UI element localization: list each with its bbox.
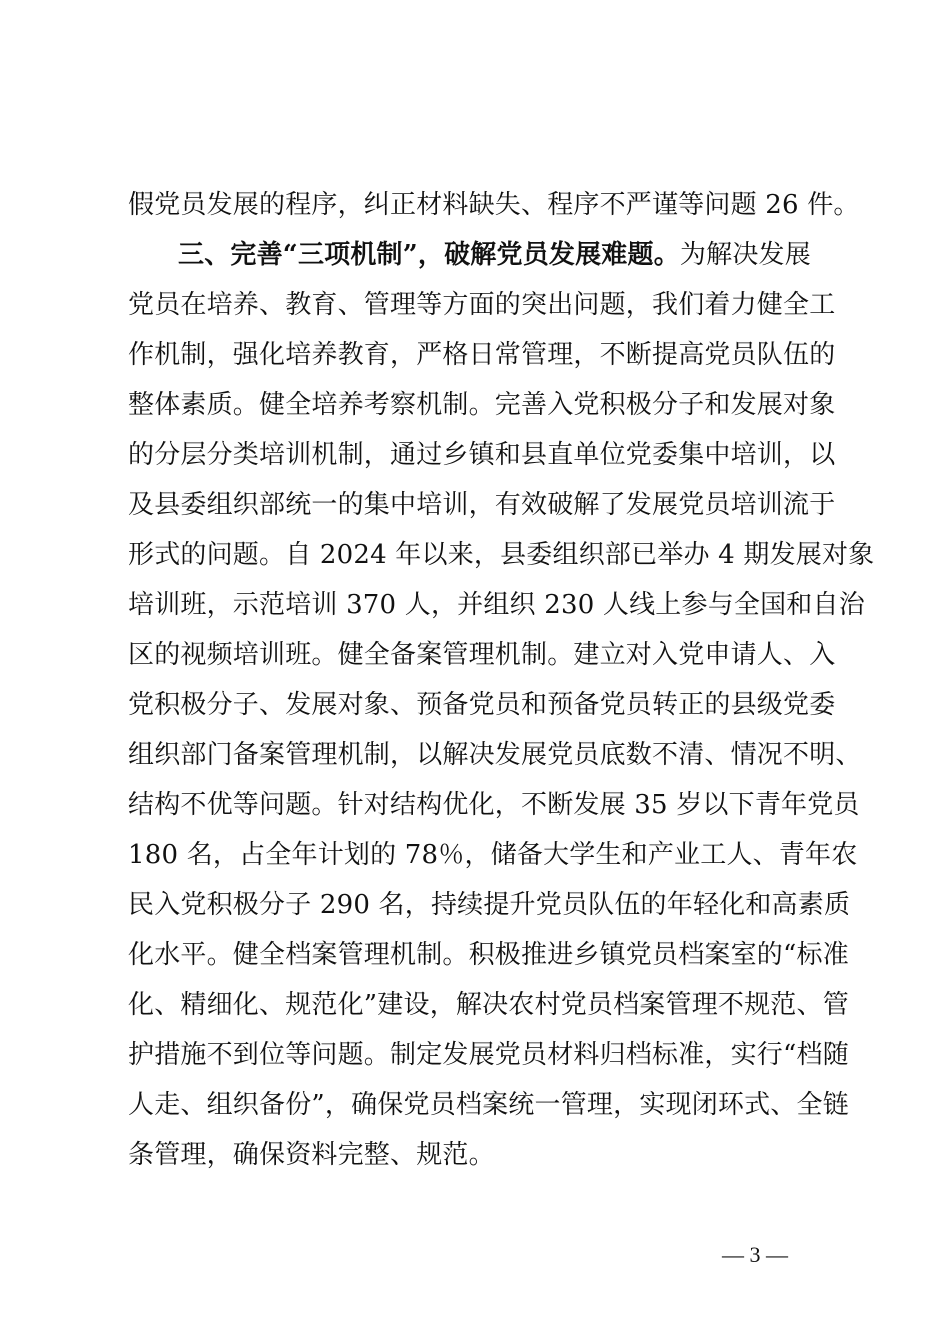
page-number: — 3 — [722, 1242, 788, 1267]
text-line: 整体素质。健全培养考察机制。完善入党积极分子和发展对象 [128, 390, 836, 420]
text-line: 180 名，占全年计划的 78％，储备大学生和产业工人、青年农 [128, 840, 858, 870]
text-line: 条管理，确保资料完整、规范。 [128, 1140, 495, 1170]
text-line: 化水平。健全档案管理机制。积极推进乡镇党员档案室的“标准 [128, 940, 849, 970]
text-line: 党积极分子、发展对象、预备党员和预备党员转正的县级党委 [128, 690, 836, 720]
text-line: 化、精细化、规范化”建设，解决农村党员档案管理不规范、管 [128, 990, 849, 1020]
text-line: 民入党积极分子 290 名，持续提升党员队伍的年轻化和高素质 [128, 890, 851, 920]
text-line: 党员在培养、教育、管理等方面的突出问题，我们着力健全工 [128, 290, 836, 320]
text-line: 区的视频培训班。健全备案管理机制。建立对入党申请人、入 [128, 640, 836, 670]
text-line: 结构不优等问题。针对结构优化，不断发展 35 岁以下青年党员 [128, 790, 860, 820]
section-heading: 三、完善“三项机制”，破解党员发展难题。 [178, 240, 680, 270]
text-line: 的分层分类培训机制，通过乡镇和县直单位党委集中培训，以 [128, 440, 836, 470]
section-heading-continuation: 为解决发展 [679, 240, 811, 270]
text-line: 组织部门备案管理机制，以解决发展党员底数不清、情况不明、 [128, 740, 862, 770]
text-line: 作机制，强化培养教育，严格日常管理，不断提高党员队伍的 [128, 340, 836, 370]
text-line: 假党员发展的程序，纠正材料缺失、程序不严谨等问题 26 件。 [128, 190, 860, 220]
text-line: 培训班，示范培训 370 人，并组织 230 人线上参与全国和自治 [128, 590, 865, 620]
section-heading-line [178, 235, 811, 275]
text-line: 及县委组织部统一的集中培训，有效破解了发展党员培训流于 [128, 490, 836, 520]
text-line: 形式的问题。自 2024 年以来，县委组织部已举办 4 期发展对象 [128, 540, 875, 570]
text-line: 护措施不到位等问题。制定发展党员材料归档标准，实行“档随 [128, 1040, 849, 1070]
text-line: 人走、组织备份”，确保党员档案统一管理，实现闭环式、全链 [128, 1090, 849, 1120]
